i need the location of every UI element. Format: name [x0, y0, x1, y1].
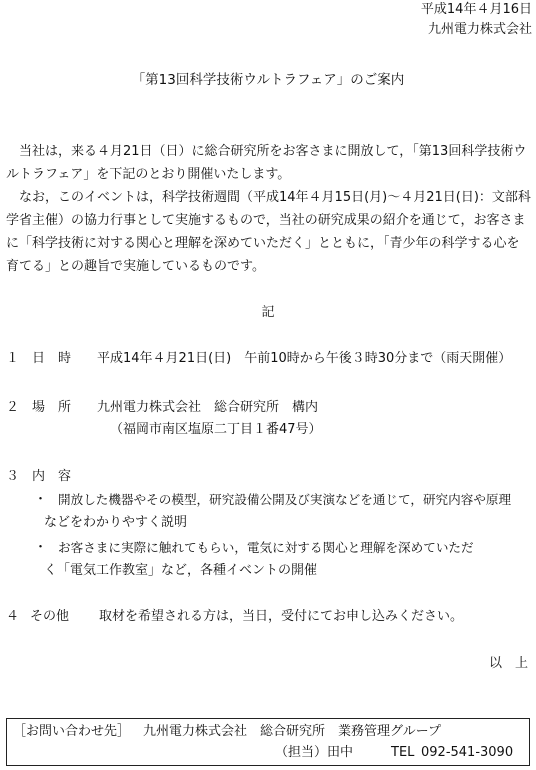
- item-4-label: その他: [30, 609, 70, 624]
- intro-text: [6, 140, 532, 278]
- item-2-number: ２: [6, 400, 20, 415]
- contact-person: （担当）田中: [275, 745, 354, 760]
- document-date: 平成14年４月16日: [420, 2, 532, 17]
- item-2-place: 九州電力株式会社 総合研究所 構内: [97, 400, 319, 415]
- bullet-1-line-1: 開放した機器やその模型，研究設備公開及び実演などを通じて，研究内容や原理: [58, 492, 512, 507]
- contact-label: ［お問い合わせ先］: [13, 724, 131, 739]
- intro-paragraph-2: なお，このイベントは，科学技術週間（平成14年４月15日(月)～４月21日(日)：文部科学省主催）の協力行事として実施するもので，当社の研究成果の紹介を通じて，お客さまに「科学技術に対する関心と理解を深めていただく」とともに，「青少年の科学する心を育てる」との趣旨で実施しているものです。: [6, 190, 531, 274]
- bullet-1-line-2: などをわかりやすく説明: [44, 515, 188, 530]
- item-3-label: 内 容: [32, 469, 72, 484]
- issuer-company: 九州電力株式会社: [427, 22, 532, 37]
- contact-tel-label: TEL: [391, 745, 415, 760]
- item-1-number: １: [6, 351, 20, 366]
- item-2-address: （福岡市南区塩原二丁目１番47号）: [110, 422, 322, 437]
- bullet-2-line-1: お客さまに実際に触れてもらい，電気に対する関心と理解を深めていただ: [58, 540, 474, 555]
- item-2-label: 場 所: [32, 400, 72, 415]
- ki-heading: 記: [261, 305, 275, 320]
- bullet-1-marker: ・: [34, 492, 48, 507]
- item-4-number: ４: [6, 609, 20, 624]
- item-1-datetime: 平成14年４月21日(日) 午前10時から午後３時30分まで（雨天開催）: [97, 351, 512, 366]
- closing-mark: 以 上: [488, 656, 528, 671]
- item-1-label: 日 時: [32, 351, 72, 366]
- bullet-2-line-2: く「電気工作教室」など，各種イベントの開催: [44, 563, 318, 578]
- item-4-text: 取材を希望される方は，当日，受付にてお申し込みください。: [99, 609, 464, 624]
- contact-organization: 九州電力株式会社 総合研究所 業務管理グループ: [143, 724, 441, 739]
- contact-tel-number: 092-541-3090: [421, 745, 514, 760]
- intro-paragraph-1: 当社は，来る４月21日（日）に総合研究所をお客さまに開放して，「第13回科学技術ウルトラフェア」を下記のとおり開催いたします。: [6, 144, 527, 182]
- item-3-number: ３: [6, 469, 20, 484]
- page-title: 「第13回科学技術ウルトラフェア」のご案内: [131, 72, 405, 88]
- contact-box: [6, 718, 530, 766]
- bullet-2-marker: ・: [34, 540, 48, 555]
